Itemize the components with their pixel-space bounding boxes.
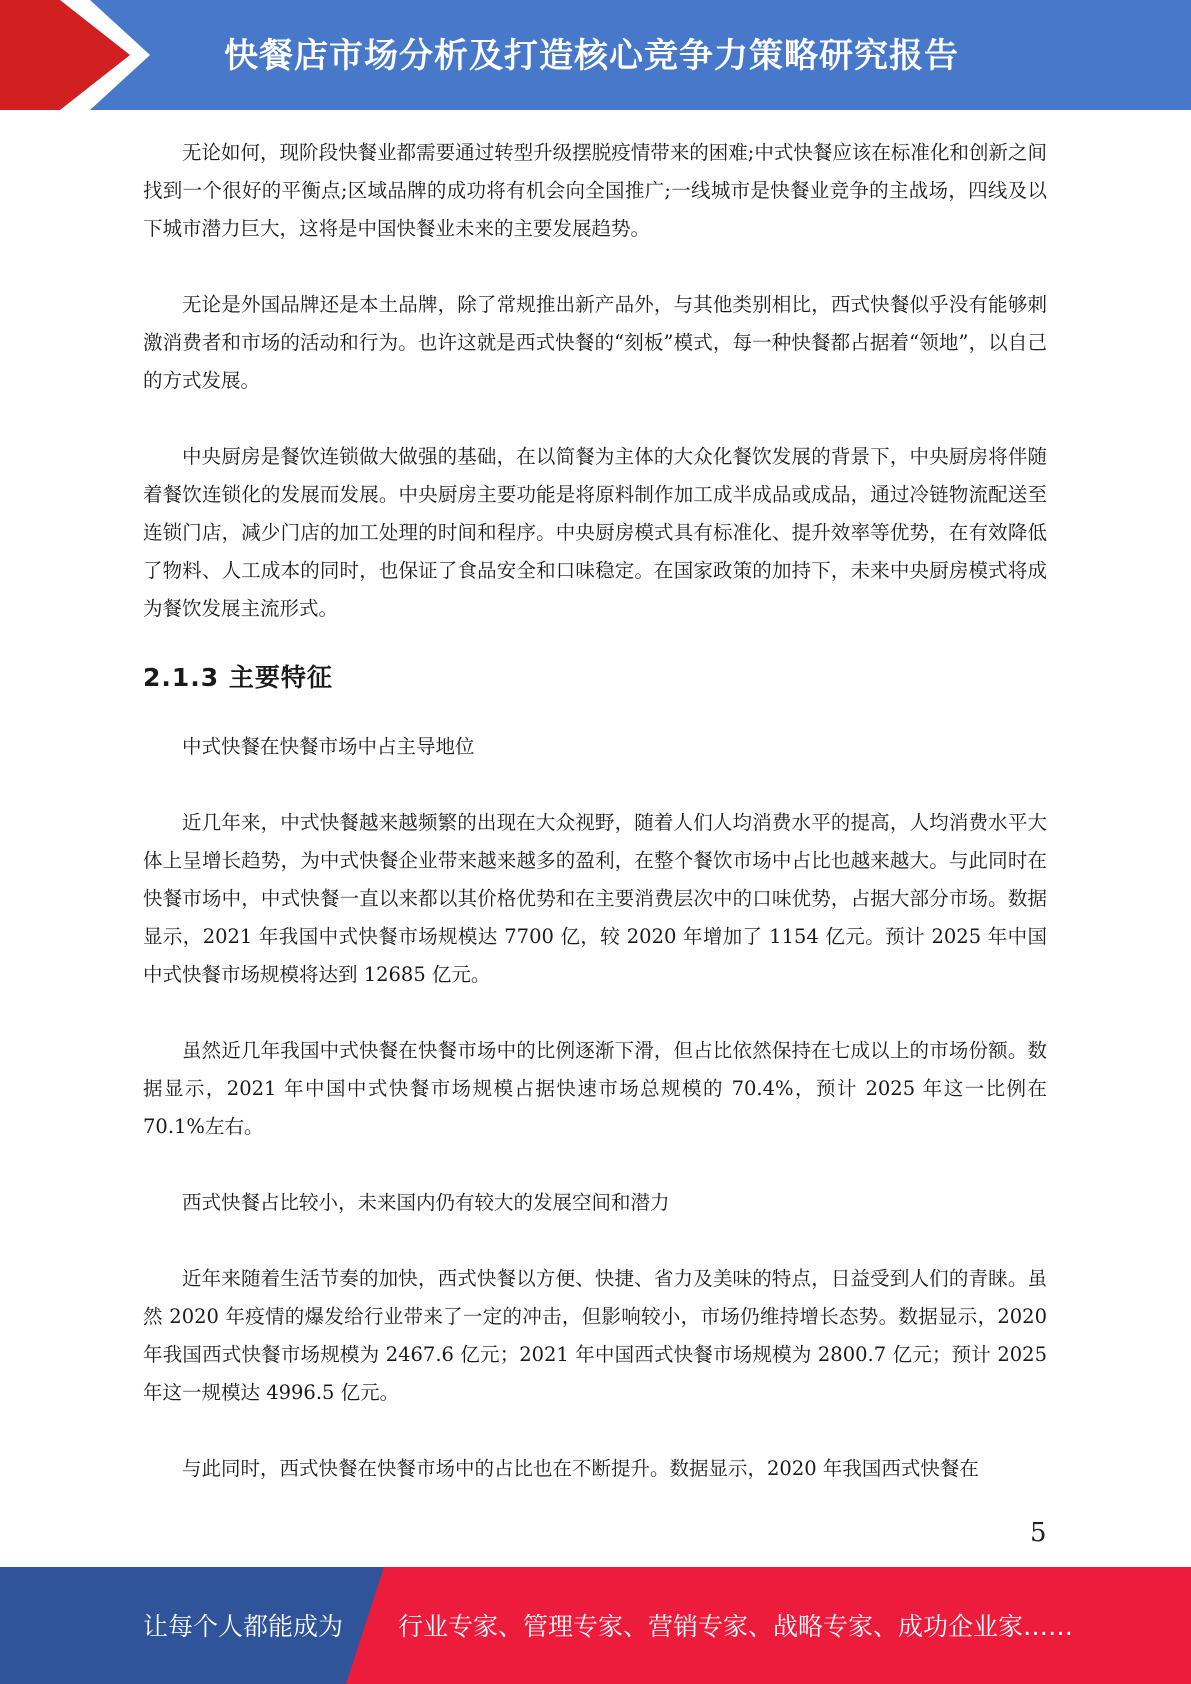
report-title: 快餐店市场分析及打造核心竞争力策略研究报告 [224, 36, 959, 76]
section-heading: 2.1.3 主要特征 [143, 663, 333, 692]
paragraph: 无论是外国品牌还是本土品牌，除了常规推出新产品外，与其他类别相比，西式快餐似乎没有能够刺激消费者和市场的活动和行为。也许这就是西式快餐的“刻板”模式，每一种快餐都占据着“领地”，以自己的方式发展。 [143, 293, 1047, 392]
paragraph: 无论如何，现阶段快餐业都需要通过转型升级摆脱疫情带来的困难;中式快餐应该在标准化和创新之间找到一个很好的平衡点;区域品牌的成功将有机会向全国推广;一线城市是快餐业竞争的主战场，四线及以下城市潜力巨大，这将是中国快餐业未来的主要发展趋势。 [143, 141, 1047, 240]
header-banner [0, 0, 1191, 110]
footer-banner [0, 1567, 1191, 1684]
subheading-paragraph: 西式快餐占比较小，未来国内仍有较大的发展空间和潜力 [182, 1191, 670, 1214]
page-content [143, 134, 1047, 1488]
paragraph: 近年来随着生活节奏的加快，西式快餐以方便、快捷、省力及美味的特点，日益受到人们的青睐。虽然 2020 年疫情的爆发给行业带来了一定的冲击，但影响较小，市场仍维持增长态势。数据显示，2020 年我国西式快餐市场规模为 2467.6 亿元；2021 年中国西式快餐市场规模为 2800.7 亿元；预计 2025 年这一规模达 4996.5 亿元。 [143, 1267, 1047, 1404]
page-number: 5 [1030, 1518, 1047, 1548]
footer-slogan-right: 行业专家、管理专家、营销专家、战略专家、成功企业家…… [398, 1612, 1074, 1641]
footer-slogan-left: 让每个人都能成为 [143, 1612, 344, 1641]
paragraph: 虽然近几年我国中式快餐在快餐市场中的比例逐渐下滑，但占比依然保持在七成以上的市场份额。数据显示，2021 年中国中式快餐市场规模占据快速市场总规模的 70.4%，预计 2025 年这一比例在 70.1%左右。 [143, 1039, 1047, 1138]
subheading-paragraph: 中式快餐在快餐市场中占主导地位 [182, 735, 475, 758]
paragraph: 与此同时，西式快餐在快餐市场中的占比也在不断提升。数据显示，2020 年我国西式快餐在 [182, 1457, 979, 1480]
paragraph: 中央厨房是餐饮连锁做大做强的基础，在以简餐为主体的大众化餐饮发展的背景下，中央厨房将伴随着餐饮连锁化的发展而发展。中央厨房主要功能是将原料制作加工成半成品或成品，通过冷链物流配送至连锁门店，减少门店的加工处理的时间和程序。中央厨房模式具有标准化、提升效率等优势，在有效降低了物料、人工成本的同时，也保证了食品安全和口味稳定。在国家政策的加持下，未来中央厨房模式将成为餐饮发展主流形式。 [143, 445, 1047, 620]
header-arrow-decoration [0, 0, 160, 110]
paragraph: 近几年来，中式快餐越来越频繁的出现在大众视野，随着人们人均消费水平的提高，人均消费水平大体上呈增长趋势，为中式快餐企业带来越来越多的盈利，在整个餐饮市场中占比也越来越大。与此同时在快餐市场中，中式快餐一直以来都以其价格优势和在主要消费层次中的口味优势，占据大部分市场。数据显示，2021 年我国中式快餐市场规模达 7700 亿，较 2020 年增加了 1154 亿元。预计 2025 年中国中式快餐市场规模将达到 12685 亿元。 [143, 811, 1047, 986]
